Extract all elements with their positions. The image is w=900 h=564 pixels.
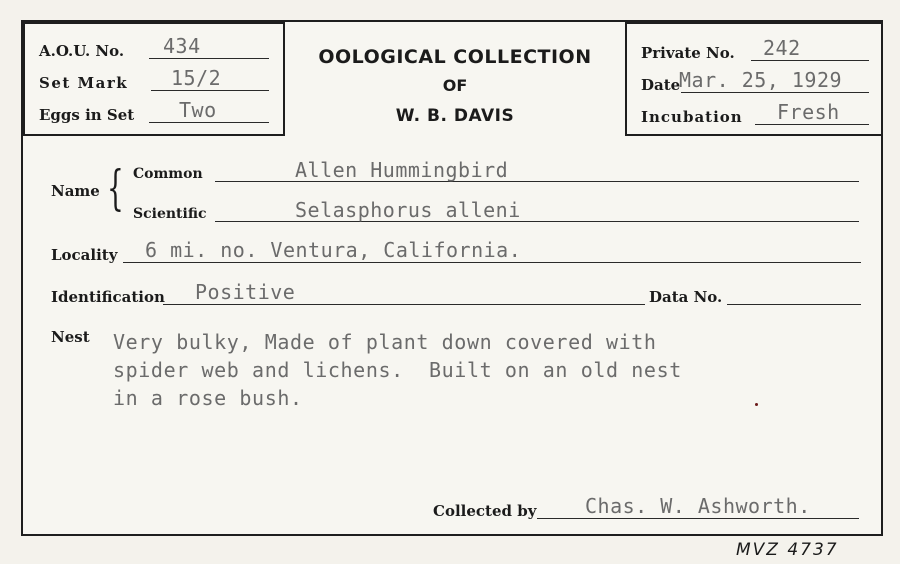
date-line	[681, 92, 869, 93]
data-card	[21, 20, 883, 536]
data-no-label: Data No.	[649, 288, 723, 306]
common-label: Common	[133, 166, 203, 182]
name-brace-icon: {	[107, 160, 124, 216]
catalog-number: MVZ 4737	[736, 540, 839, 560]
nest-line-1: Very bulky, Made of plant down covered with	[113, 330, 657, 354]
eggs-value: Two	[179, 98, 217, 122]
private-no-line	[751, 60, 869, 61]
collection-title: OOLOGICAL COLLECTION	[318, 46, 592, 68]
incubation-value: Fresh	[777, 100, 840, 124]
collected-by-label: Collected by	[433, 502, 537, 520]
identification-value: Positive	[195, 280, 296, 304]
locality-line	[123, 262, 861, 263]
aou-value: 434	[163, 34, 201, 58]
nest-label: Nest	[51, 328, 90, 346]
eggs-in-set-label: Eggs in Set	[39, 106, 135, 124]
set-mark-label: Set Mark	[39, 74, 129, 92]
data-no-line	[727, 304, 861, 305]
locality-label: Locality	[51, 246, 118, 264]
right-header-box	[625, 22, 883, 136]
collector-name: W. B. DAVIS	[395, 106, 515, 126]
date-label: Date	[641, 76, 681, 94]
aou-label: A.O.U. No.	[39, 42, 125, 60]
eggs-line	[149, 122, 269, 123]
locality-value: 6 mi. no. Ventura, California.	[145, 238, 522, 262]
nest-line-2: spider web and lichens. Built on an old nest	[113, 358, 682, 382]
left-header-box	[23, 22, 285, 136]
private-no-value: 242	[763, 36, 801, 60]
aou-line	[149, 58, 269, 59]
name-label: Name	[51, 182, 100, 200]
collection-title-of: OF	[442, 76, 468, 95]
identification-line	[163, 304, 645, 305]
collected-by-value: Chas. W. Ashworth.	[585, 494, 811, 518]
ink-speck	[755, 403, 758, 406]
common-name-value: Allen Hummingbird	[295, 158, 509, 182]
incubation-line	[755, 124, 869, 125]
identification-label: Identification	[51, 288, 165, 306]
collected-by-line	[537, 518, 859, 519]
set-mark-value: 15/2	[171, 66, 222, 90]
scientific-name-value: Selasphorus alleni	[295, 198, 521, 222]
set-mark-line	[151, 90, 269, 91]
scientific-label: Scientific	[133, 206, 207, 222]
nest-line-3: in a rose bush.	[113, 386, 303, 410]
date-value: Mar. 25, 1929	[679, 68, 843, 92]
private-no-label: Private No.	[641, 44, 735, 62]
incubation-label: Incubation	[641, 108, 743, 126]
